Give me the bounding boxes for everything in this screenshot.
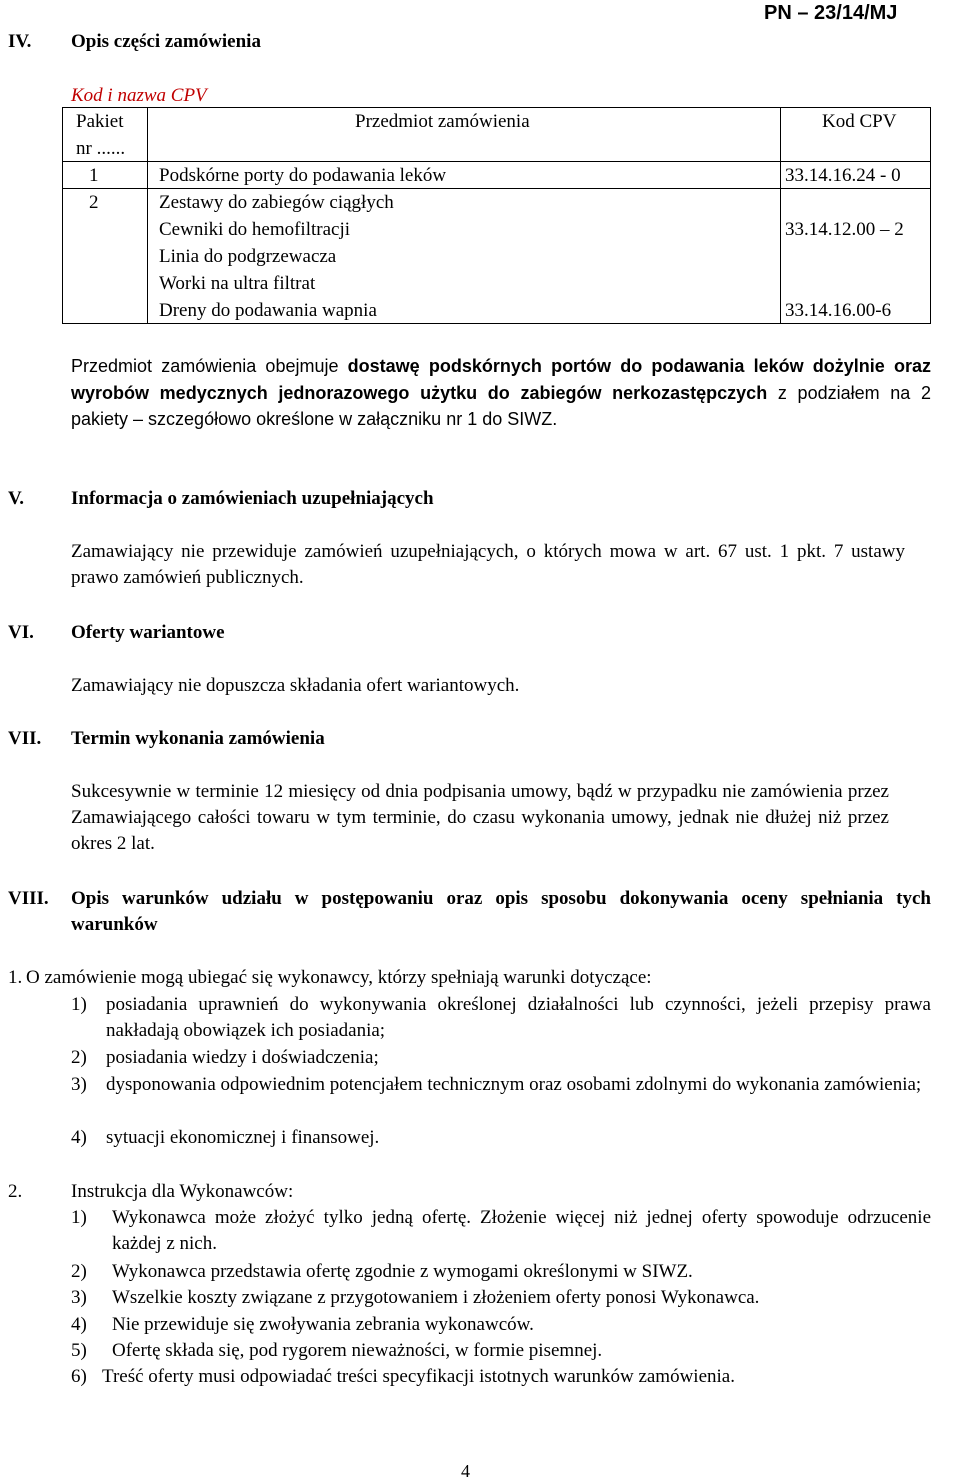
- list-item: posiadania wiedzy i doświadczenia;: [106, 1047, 379, 1068]
- section-number-vii: VII.: [8, 728, 42, 749]
- table-row-1-nr: 1: [89, 165, 99, 186]
- list-item-number: 1): [71, 994, 87, 1015]
- list-item: Ofertę składa się, pod rygorem nieważności, w formie pisemnej.: [112, 1340, 603, 1361]
- list-item-number: 6): [71, 1366, 87, 1387]
- list-item: posiadania uprawnień do wykonywania określonej działalności lub czynności, jeżeli przepisy prawa nakładają obowiązek ich posiadania;: [106, 994, 931, 1041]
- list-item-number: 3): [71, 1287, 87, 1308]
- document-reference: PN – 23/14/MJ: [764, 2, 898, 24]
- list-item-number: 4): [71, 1314, 87, 1335]
- list-item: sytuacji ekonomicznej i finansowej.: [106, 1127, 380, 1148]
- column-header-nr: nr ......: [76, 138, 126, 159]
- section-title-viii: Opis warunków udziału w postępowaniu oraz opis sposobu dokonywania oceny spełniania tych warunków: [71, 888, 931, 935]
- list-item: Nie przewiduje się zwoływania zebrania wykonawców.: [112, 1314, 534, 1335]
- section-vii-text: Sukcesywnie w terminie 12 miesięcy od dnia podpisania umowy, bądź w przypadku nie zamówienia przez Zamawiającego całości towaru w tym terminie, do czasu wykonania umowy, jednak nie dłużej niż przez okres 2 lat.: [71, 781, 889, 854]
- table-row-2-item: Linia do podgrzewacza: [159, 246, 337, 267]
- list-item: Wykonawca może złożyć tylko jedną ofertę. Złożenie więcej niż jednej oferty spowoduje odrzucenie każdej z nich.: [112, 1207, 931, 1254]
- table-row-1-item: Podskórne porty do podawania leków: [159, 165, 447, 186]
- section-v-text: Zamawiający nie przewiduje zamówień uzupełniających, o których mowa w art. 67 ust. 1 pkt. 7 ustawy prawo zamówień publicznych.: [71, 541, 905, 588]
- list-item-number: 2): [71, 1047, 87, 1068]
- list-item-number: 4): [71, 1127, 87, 1148]
- section-number-v: V.: [8, 488, 25, 509]
- table-row-2-item: Cewniki do hemofiltracji: [159, 219, 351, 240]
- list-item: Wszelkie koszty związane z przygotowaniem i złożeniem oferty ponosi Wykonawca.: [112, 1287, 760, 1308]
- section-title-vi: Oferty wariantowe: [71, 622, 225, 643]
- list-item: dysponowania odpowiednim potencjałem technicznym oraz osobami zdolnymi do wykonania zamówienia;: [106, 1074, 922, 1095]
- section-number-iv: IV.: [8, 31, 32, 52]
- list-item: Treść oferty musi odpowiadać treści specyfikacji istotnych warunków zamówienia.: [102, 1366, 735, 1387]
- table-row-2-code: 33.14.16.00-6: [785, 300, 892, 321]
- cpv-heading: Kod i nazwa CPV: [71, 85, 207, 106]
- list-item-number: 5): [71, 1340, 87, 1361]
- scope-text-start: Przedmiot zamówienia obejmuje: [71, 356, 348, 376]
- table-row-2-code: 33.14.12.00 – 2: [785, 219, 904, 240]
- point-1-number: 1.: [8, 967, 23, 988]
- table-row-2-item: Dreny do podawania wapnia: [159, 300, 377, 321]
- scope-paragraph: [71, 353, 931, 433]
- section-title-v: Informacja o zamówieniach uzupełniających: [71, 488, 434, 509]
- scope-text-bold: dostawę podskórnych portów do podawania leków dożylnie oraz wyrobów medycznych jednorazowego użytku do zabiegów nerkozastępczych: [71, 356, 932, 403]
- list-item-number: 3): [71, 1074, 87, 1095]
- list-item-number: 1): [71, 1207, 87, 1228]
- table-row-2-nr: 2: [89, 192, 99, 213]
- column-header-kod-cpv: Kod CPV: [822, 111, 897, 132]
- point-2-number: 2.: [8, 1181, 23, 1202]
- scope-text-end: z podziałem na 2 pakiety – szczegółowo określone w załączniku nr 1 do SIWZ.: [71, 382, 931, 429]
- table-row-2-item: Worki na ultra filtrat: [159, 273, 316, 294]
- section-title-vii: Termin wykonania zamówienia: [71, 728, 325, 749]
- list-item: Wykonawca przedstawia ofertę zgodnie z wymogami określonymi w SIWZ.: [112, 1261, 693, 1282]
- page-number: 4: [461, 1461, 470, 1481]
- column-header-przedmiot: Przedmiot zamówienia: [355, 111, 530, 132]
- point-2-text: Instrukcja dla Wykonawców:: [71, 1181, 294, 1202]
- section-vi-text: Zamawiający nie dopuszcza składania ofert wariantowych.: [71, 675, 520, 696]
- section-number-vi: VI.: [8, 622, 34, 643]
- column-header-pakiet: Pakiet: [76, 111, 124, 132]
- table-row-2-item: Zestawy do zabiegów ciągłych: [159, 192, 394, 213]
- section-number-viii: VIII.: [8, 888, 49, 909]
- point-1-text: O zamówienie mogą ubiegać się wykonawcy, którzy spełniają warunki dotyczące:: [26, 967, 652, 988]
- table-row-1-code: 33.14.16.24 - 0: [785, 165, 901, 186]
- section-title-iv: Opis części zamówienia: [71, 31, 261, 52]
- list-item-number: 2): [71, 1261, 87, 1282]
